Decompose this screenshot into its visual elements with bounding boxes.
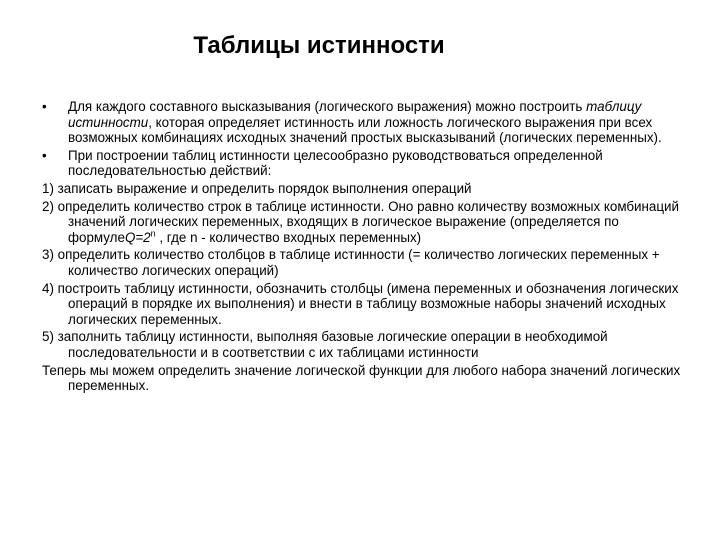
step-2 <box>42 199 682 246</box>
slide-title <box>0 30 630 62</box>
step-2-formula-exponent: n <box>150 228 156 239</box>
step-4: 4) построить таблицу истинности, обозначить столбцы (имена переменных и обозначения логических операций в порядке их выполнения) и внести в таблицу возможные наборы значений исходных логических переменных. <box>42 280 679 327</box>
slide-title-text: Таблицы истинности <box>193 32 445 59</box>
step-3: 3) определить количество столбцов в таблице истинности (= количество логических переменных + количество логических операций) <box>42 247 660 278</box>
bullet-item-construction-steps <box>42 148 682 179</box>
conclusion: Теперь мы можем определить значение логической функции для любого набора значений логических переменных. <box>42 362 681 394</box>
step-2-formula: Q=2 <box>124 229 151 245</box>
bullet-text-italic-term: таблицу истинности <box>68 99 642 130</box>
step-2-text: 2) определить количество строк в таблице истинности. Оно равно количеству возможных комбинаций значений логических переменных, входящих в логическое выражение (определяется по формуле <box>42 198 680 245</box>
step-5: 5) заполнить таблицу истинности, выполняя базовые логические операции в необходимой последовательности и в соответствии с их таблицами истинности <box>42 329 608 360</box>
slide-body <box>42 99 682 396</box>
bullet-marker: • <box>42 147 47 163</box>
bullet-text-start: Для каждого составного высказывания (логического выражения) можно построить <box>68 99 587 114</box>
bullet-marker: • <box>42 99 47 114</box>
bullet-item-truth-table-definition <box>42 99 682 146</box>
bullet-text-end: , которая определяет истинность или ложность логического выражения при всех возможных комбинациях исходных значений простых высказываний (логических переменных). <box>68 114 662 146</box>
step-1: 1) записать выражение и определить порядок выполнения операций <box>42 180 472 196</box>
bullet-text: При построении таблиц истинности целесообразно руководствоваться определенной последовательностью действий: <box>68 147 603 179</box>
step-2-text-end: , где n - количество входных переменных) <box>155 229 422 245</box>
